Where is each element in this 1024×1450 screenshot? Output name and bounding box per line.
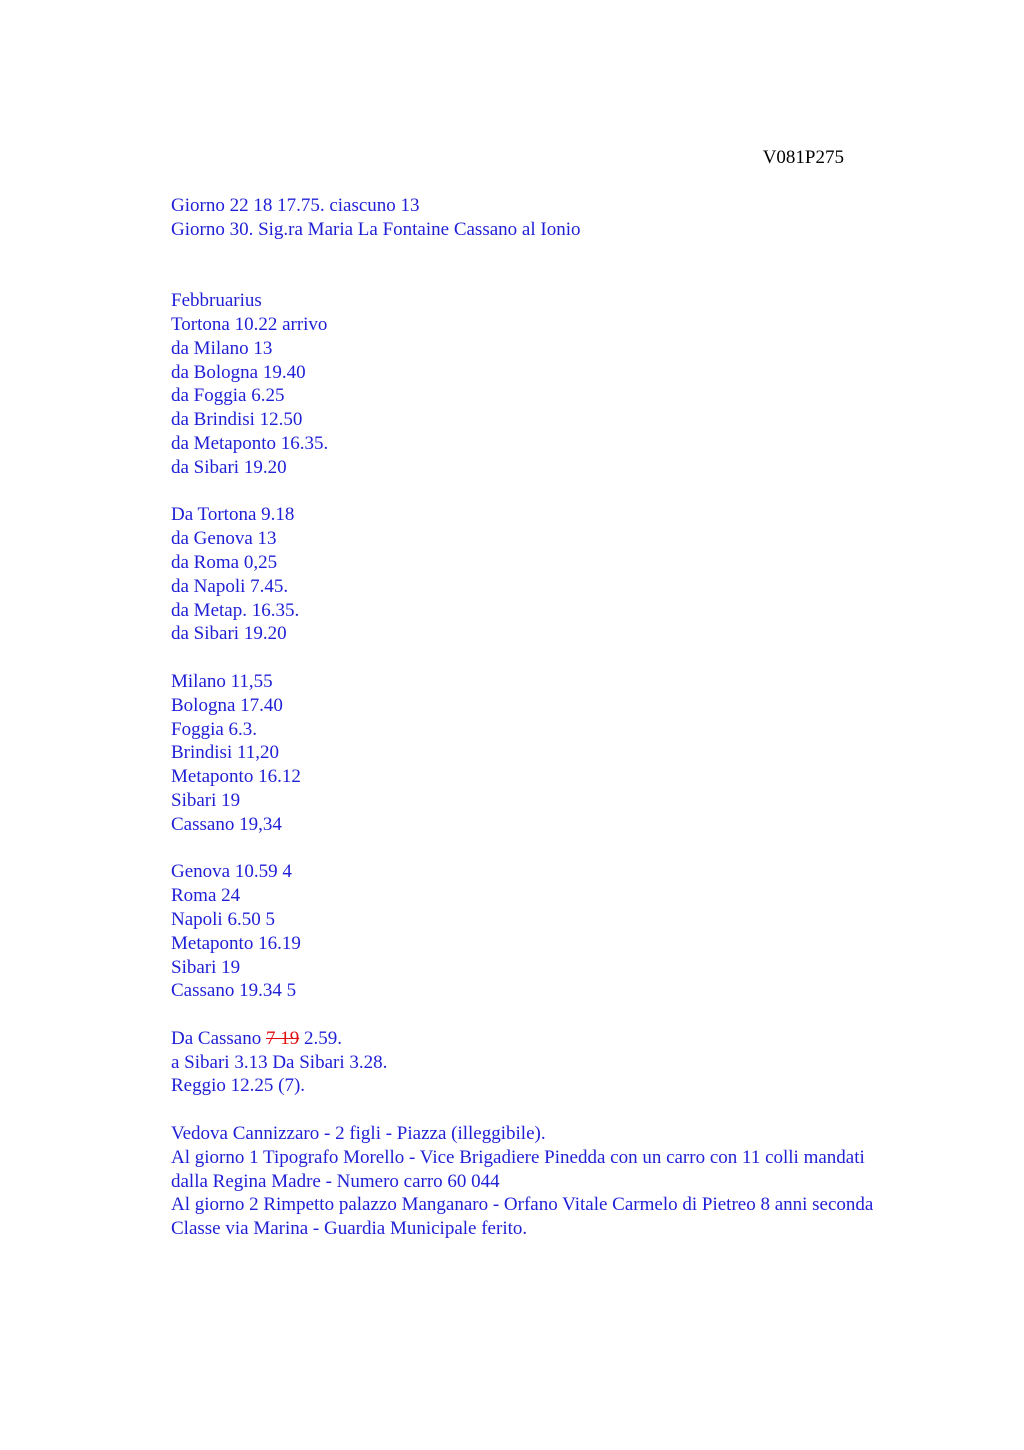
schedule-line: Bologna 17.40 (171, 694, 283, 716)
note-paragraph: Al giorno 2 Rimpetto palazzo Manganaro - Orfano Vitale Carmelo di Pietreo 8 anni seconda Classe via Marina - Guardia Municipale ferito. (171, 1194, 874, 1240)
schedule-line: Roma 24 (171, 885, 241, 907)
intro-line: Giorno 22 18 17.75. ciascuno 13 (171, 195, 420, 216)
schedule-line: a Sibari 3.13 Da Sibari 3.28. (171, 1051, 388, 1073)
intro-block (171, 194, 891, 242)
schedule-line: da Roma 0,25 (171, 551, 278, 573)
return-prefix: Da Cassano (171, 1027, 262, 1049)
route-genova-block (171, 860, 891, 1003)
schedule-line: da Foggia 6.25 (171, 385, 285, 407)
schedule-line: Metaponto 16.12 (171, 766, 301, 788)
schedule-line: da Sibari 19.20 (171, 456, 287, 478)
notes-block (171, 1122, 891, 1241)
schedule-line: da Brindisi 12.50 (171, 409, 303, 431)
schedule-line: Foggia 6.3. (171, 718, 258, 740)
return-block (171, 1027, 891, 1098)
return-suffix: 2.59. (303, 1027, 342, 1049)
schedule-line: Reggio 12.25 (7). (171, 1075, 306, 1097)
month-heading: Febbruarius (171, 290, 262, 312)
route-milano-block (171, 670, 891, 837)
schedule-line: da Bologna 19.40 (171, 361, 306, 383)
schedule-line: Sibari 19 (171, 956, 241, 978)
struck-time: 7 19 (265, 1027, 300, 1049)
schedule-line: Da Tortona 9.18 (171, 504, 295, 526)
schedule-line: Brindisi 11,20 (171, 742, 280, 764)
note-line: Vedova Cannizzaro - 2 figli - Piazza (illeggibile). (171, 1123, 546, 1145)
schedule-line: da Genova 13 (171, 528, 277, 550)
page-code: V081P275 (762, 147, 844, 168)
schedule-line: da Milano 13 (171, 337, 273, 359)
schedule-line: Tortona 10.22 arrivo (171, 313, 328, 335)
schedule-line: Napoli 6.50 5 (171, 908, 275, 930)
intro-line: Giorno 30. Sig.ra Maria La Fontaine Cassano al Ionio (171, 218, 581, 240)
schedule-line: Genova 10.59 4 (171, 861, 292, 883)
schedule-line: Metaponto 16.19 (171, 932, 301, 954)
schedule-line: Sibari 19 (171, 789, 241, 811)
schedule-line: Cassano 19.34 5 (171, 980, 297, 1002)
note-paragraph: Al giorno 1 Tipografo Morello - Vice Brigadiere Pinedda con un carro con 11 colli mandati dalla Regina Madre - Numero carro 60 044 (171, 1146, 865, 1192)
departures-block (171, 503, 891, 646)
return-line (171, 1027, 891, 1051)
schedule-line: da Sibari 19.20 (171, 623, 287, 645)
arrivals-block (171, 289, 891, 479)
document-body (171, 194, 891, 1241)
schedule-line: Cassano 19,34 (171, 813, 282, 835)
schedule-line: da Metap. 16.35. (171, 599, 300, 621)
schedule-line: da Napoli 7.45. (171, 575, 289, 597)
schedule-line: Milano 11,55 (171, 670, 273, 692)
schedule-line: da Metaponto 16.35. (171, 432, 329, 454)
